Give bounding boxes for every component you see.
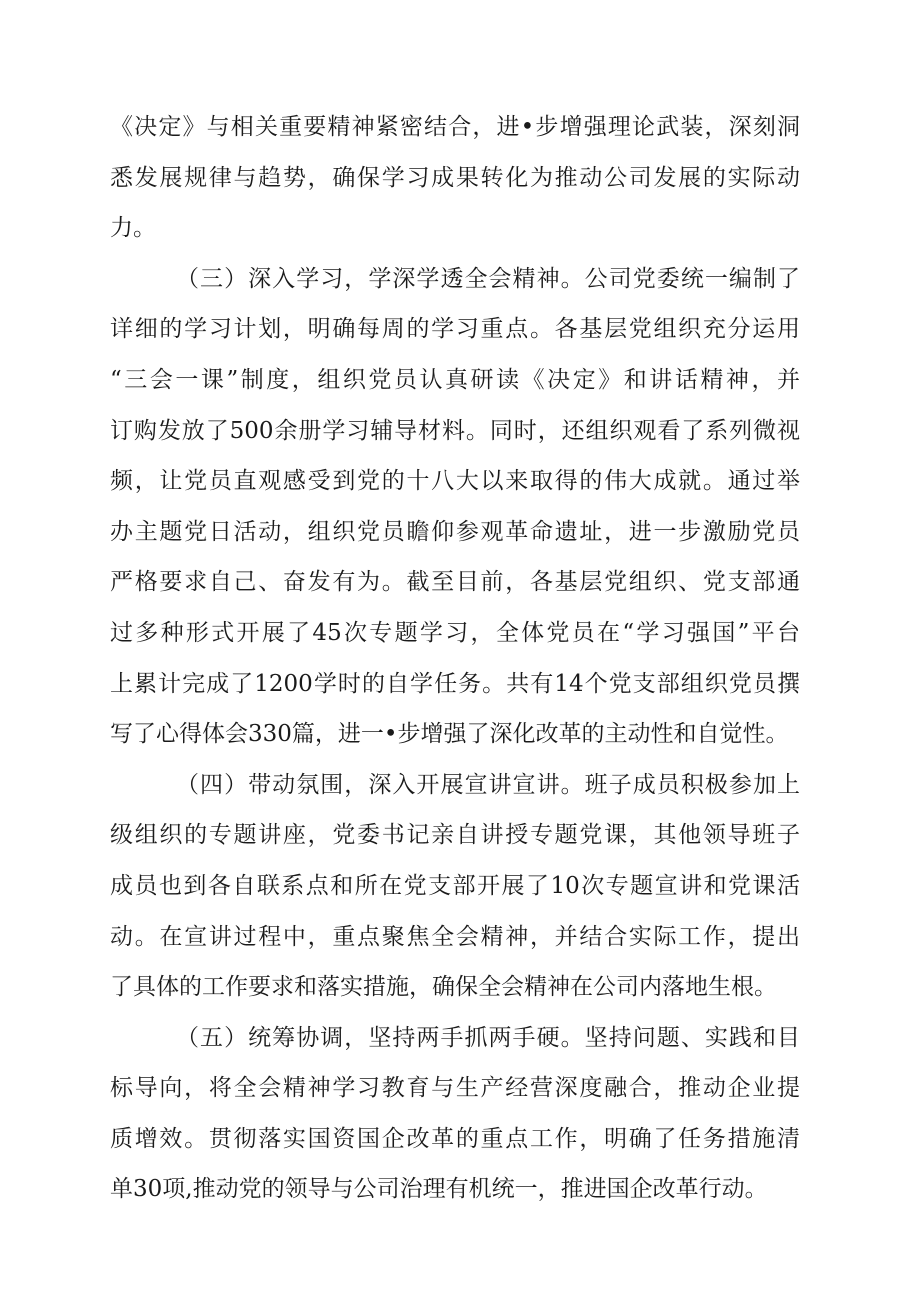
text-line: 了具体的工作要求和落实措施，确保全会精神在公司内落地生根。 — [110, 974, 777, 1001]
text-line: （三）深入学习，学深学透全会精神。公司党委统一编制了 — [176, 265, 800, 292]
text-line: 标导向，将全会精神学习教育与生产经营深度融合，推动企业提 — [110, 1075, 800, 1102]
text-line: 单30项,推动党的领导与公司治理有机统一，推进国企改革行动。 — [110, 1176, 768, 1203]
paragraph-4 — [110, 1013, 800, 1215]
text-line: （四）带动氛围，深入开展宣讲宣讲。班子成员积极参加上 — [176, 771, 800, 798]
text-line: 上累计完成了1200学时的自学任务。共有14个党支部组织党员撰 — [110, 670, 800, 697]
text-line: 严格要求自己、奋发有为。截至目前，各基层党组织、党支部通 — [110, 569, 800, 596]
text-line: 悉发展规律与趋势，确保学习成果转化为推动公司发展的实际动 — [110, 164, 800, 191]
text-line: 详细的学习计划，明确每周的学习重点。各基层党组织充分运用 — [110, 316, 800, 343]
text-line: 写了心得体会330篇，进一•步增强了深化改革的主动性和自觉性。 — [110, 721, 789, 748]
text-line: 力。 — [110, 215, 156, 242]
paragraph-3 — [110, 760, 800, 1013]
text-line: 《决定》与相关重要精神紧密结合，进•步增强理论武装，深刻洞 — [110, 114, 800, 140]
text-line: 质增效。贯彻落实国资国企改革的重点工作，明确了任务措施清 — [110, 1125, 800, 1152]
text-line: 动。在宣讲过程中，重点聚焦全会精神，并结合实际工作，提出 — [110, 923, 800, 950]
text-line: 订购发放了500余册学习辅导材料。同时，还组织观看了系列微视 — [110, 417, 800, 444]
text-line: 办主题党日活动，组织党员瞻仰参观革命遗址，进一步激励党员 — [110, 518, 800, 545]
text-line: 成员也到各自联系点和所在党支部开展了10次专题宣讲和党课活 — [110, 872, 800, 899]
text-line: 过多种形式开展了45次专题学习，全体党员在“学习强国”平台 — [110, 619, 800, 646]
text-line: （五）统筹协调，坚持两手抓两手硬。坚持问题、实践和目 — [176, 1024, 800, 1051]
text-line: 级组织的专题讲座，党委书记亲自讲授专题党课，其他领导班子 — [110, 822, 800, 849]
text-line: 频，让党员直观感受到党的十八大以来取得的伟大成就。通过举 — [110, 468, 800, 495]
paragraph-1 — [110, 102, 800, 254]
paragraph-2 — [110, 254, 800, 760]
text-line: “三会一课”制度，组织党员认真研读《决定》和讲话精神，并 — [110, 366, 800, 393]
document-body — [110, 102, 800, 1215]
